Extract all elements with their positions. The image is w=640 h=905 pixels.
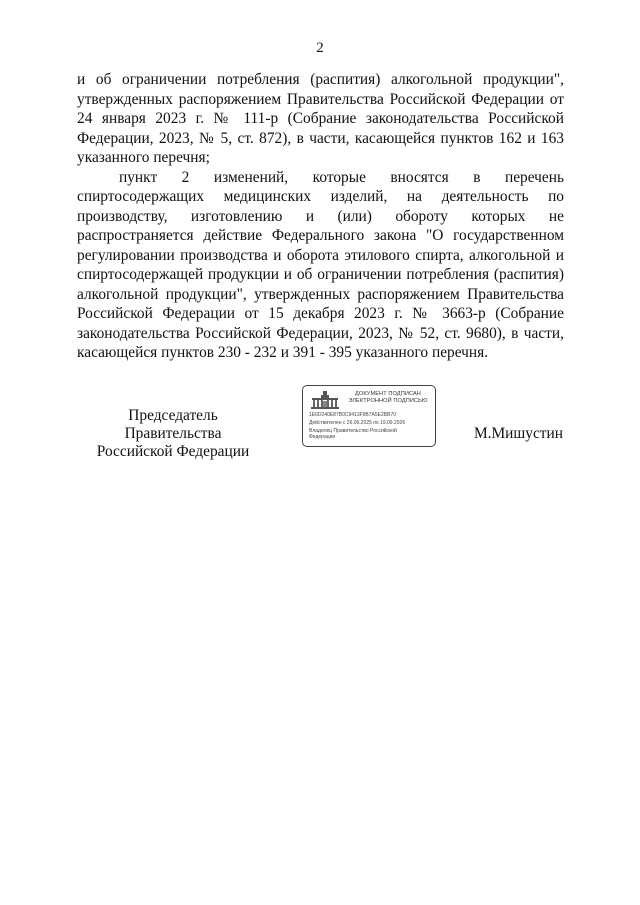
signer-name: М.Мишустин (473, 425, 563, 442)
paragraph: пункт 2 изменений, которые вносятся в перечень спиртосодержащих медицинских изделий, на деятельность по производству, изготовлению и (или) обороту которых не распространяется действие Федерального закона "О государственном регулировании производства и оборота этилового спирта, алкогольной и спиртосодержащей продукции и об ограничении потребления (распития) алкогольной продукции", утвержденных распоряжением Правительства Российской Федерации от 15 декабря 2023 г. № 3663-р (Собрание законодательства Российской Федерации, 2023, № 52, ст. 9680), в части, касающейся пунктов 230 - 232 и 391 - 395 указанного перечня. (77, 168, 564, 361)
stamp-owner: Федерации (309, 434, 336, 440)
stamp-heading-line: ЭЛЕКТРОННОЙ ПОДПИСЬЮ (348, 398, 428, 404)
stamp-certificate: 1E6D240E87B0C9413F9B7A5E2BB70 (309, 412, 397, 418)
government-building-icon (310, 390, 340, 410)
signer-title (78, 407, 268, 461)
stamp-heading-line: ДОКУМЕНТ ПОДПИСАН (355, 391, 421, 397)
signer-title-line: Председатель Правительства (124, 407, 222, 442)
document-body (77, 70, 564, 363)
signer-title-line: Российской Федерации (96, 443, 250, 460)
electronic-signature-stamp (302, 385, 436, 447)
page-number: 2 (316, 40, 324, 56)
stamp-validity: Действителен с 26.06.2025 по 19.09.2026 (309, 420, 406, 426)
paragraph: и об ограничении потребления (распития) алкогольной продукции", утвержденных распоряжением Правительства Российской Федерации от 24 января 2023 г. № 111-р (Собрание законодательства Российской Федерации, 2023, № 5, ст. 872), в части, касающейся пунктов 162 и 163 указанного перечня; (77, 71, 564, 166)
stamp-owner: Владелец Правительство Российской (309, 428, 397, 434)
stamp-heading (343, 391, 433, 405)
signature-block (0, 385, 640, 460)
